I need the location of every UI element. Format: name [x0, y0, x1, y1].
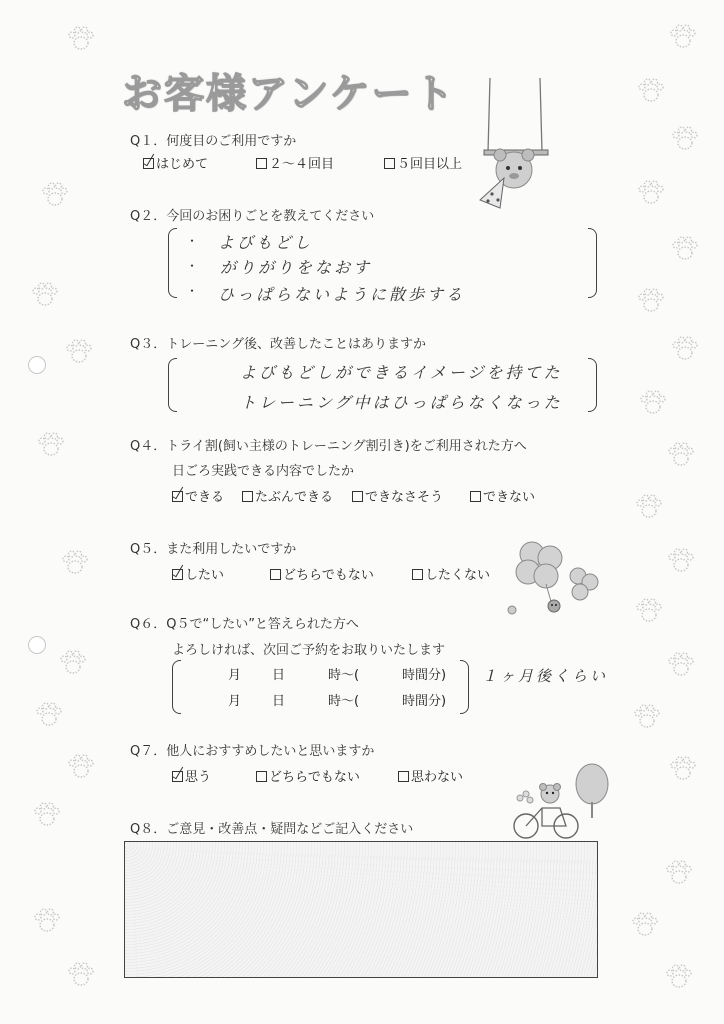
q2-bracket-left	[168, 228, 177, 298]
q7-checkbox-yes[interactable]	[172, 771, 183, 782]
paw-print-icon	[668, 22, 698, 52]
paw-print-icon	[636, 76, 666, 106]
q4-option-label: できない	[483, 490, 536, 505]
q4-option-label: たぶんできる	[255, 490, 334, 505]
q3-bracket-left	[168, 358, 177, 412]
q1-option-first-time[interactable]	[143, 153, 208, 172]
q5-checkbox-dont-want[interactable]	[412, 569, 423, 580]
paw-print-icon	[60, 548, 90, 578]
q8-comment-box[interactable]	[124, 841, 598, 978]
q7-option-neither[interactable]	[256, 766, 360, 785]
q5-checkbox-want[interactable]	[172, 569, 183, 580]
q6-question: Q６．Q５で“したい”と答えられた方へ	[130, 617, 359, 632]
q6-time-label: 時～(	[328, 694, 360, 709]
paw-print-icon	[634, 596, 664, 626]
q7-checkbox-no[interactable]	[398, 771, 409, 782]
q1-option-5-plus-times[interactable]	[384, 153, 462, 172]
q2-bracket-right	[588, 228, 597, 298]
q5-option-want[interactable]	[172, 564, 224, 583]
paw-print-icon	[664, 962, 694, 992]
q6-time-label: 時～(	[328, 668, 360, 683]
q6-bracket-right	[460, 660, 469, 714]
q8-question: Q８．ご意見・改善点・疑問などご記入ください	[130, 822, 414, 837]
paw-print-icon	[632, 702, 662, 732]
paw-print-icon	[630, 910, 660, 940]
q1-checkbox-2-4-times[interactable]	[256, 158, 267, 169]
page-title: お客様アンケート	[122, 71, 456, 117]
q1-option-2-4-times[interactable]	[256, 153, 334, 172]
paw-print-icon	[636, 178, 666, 208]
q4-checkbox-unlikely[interactable]	[352, 491, 363, 502]
punch-hole	[28, 636, 46, 654]
q2-question: Q２．今回のお困りごとを教えてください	[130, 209, 375, 224]
q4-option-unlikely[interactable]	[352, 486, 443, 505]
q4-subquestion: 日ごろ実践できる内容でしたか	[172, 464, 355, 479]
q5-checkbox-neither[interactable]	[270, 569, 281, 580]
q6-duration-label: 時間分)	[402, 694, 447, 709]
paw-print-icon	[66, 24, 96, 54]
q7-checkbox-neither[interactable]	[256, 771, 267, 782]
q1-checkbox-5-plus-times[interactable]	[384, 158, 395, 169]
bullet: ・	[186, 284, 199, 298]
q7-question: Q７．他人におすすめしたいと思いますか	[130, 744, 375, 759]
q6-subquestion: よろしければ、次回ご予約をお取りいたします	[172, 643, 446, 658]
q6-day-label: 日	[272, 694, 286, 709]
q7-option-label: 思う	[185, 770, 212, 785]
paw-print-icon	[66, 752, 96, 782]
paw-print-icon	[64, 337, 94, 367]
q3-answer-2[interactable]: トレーニング中はひっぱらなくなった	[240, 393, 563, 412]
bear-on-swing-illustration	[470, 70, 570, 220]
q4-question: Q４．トライ割(飼い主様のトレーニング割引き)をご利用された方へ	[130, 439, 527, 454]
paw-print-icon	[40, 180, 70, 210]
q6-handwritten-note[interactable]: １ヶ月後くらい	[482, 667, 609, 685]
q7-option-label: 思わない	[411, 770, 464, 785]
paw-print-icon	[32, 906, 62, 936]
q5-question: Q５．また利用したいですか	[130, 542, 297, 557]
q7-option-label: どちらでもない	[269, 770, 360, 785]
paw-print-icon	[664, 858, 694, 888]
q5-option-dont-want[interactable]	[412, 564, 490, 583]
q2-answer-3[interactable]: ひっぱらないように散歩する	[218, 285, 466, 304]
paw-print-icon	[638, 388, 668, 418]
q1-question: Q１．何度目のご利用ですか	[130, 134, 297, 149]
q1-checkbox-first-time[interactable]	[143, 158, 154, 169]
q5-option-label: したくない	[425, 568, 491, 583]
q4-option-probably[interactable]	[242, 486, 333, 505]
paw-print-icon	[666, 546, 696, 576]
paw-print-icon	[670, 234, 700, 264]
q4-checkbox-probably[interactable]	[242, 491, 253, 502]
paw-print-icon	[66, 960, 96, 990]
q4-option-cannot[interactable]	[470, 486, 535, 505]
punch-hole	[28, 356, 46, 374]
q7-option-no[interactable]	[398, 766, 463, 785]
paw-print-icon	[34, 700, 64, 730]
q1-option-label: ５回目以上	[397, 157, 463, 172]
q7-option-yes[interactable]	[172, 766, 211, 785]
q4-option-label: できる	[185, 490, 225, 505]
q5-option-label: したい	[185, 568, 225, 583]
q6-day-label: 日	[272, 668, 286, 683]
paw-print-icon	[670, 334, 700, 364]
paw-print-icon	[58, 648, 88, 678]
q6-duration-label: 時間分)	[402, 668, 447, 683]
bullet: ・	[186, 259, 199, 273]
bicycle-bear-illustration	[510, 758, 620, 842]
q5-option-label: どちらでもない	[283, 568, 374, 583]
q3-answer-1[interactable]: よびもどしができるイメージを持てた	[240, 363, 563, 382]
q1-option-label: ２～４回目	[269, 157, 335, 172]
paw-print-icon	[30, 280, 60, 310]
q4-option-can-do[interactable]	[172, 486, 224, 505]
q3-bracket-right	[588, 358, 597, 412]
q1-option-label: はじめて	[156, 157, 209, 172]
paw-print-icon	[36, 430, 66, 460]
q2-answer-2[interactable]: がりがりをなおす	[220, 258, 373, 277]
paw-print-icon	[634, 492, 664, 522]
paw-print-icon	[666, 440, 696, 470]
bullet: ・	[186, 234, 199, 248]
paw-print-icon	[670, 124, 700, 154]
q3-question: Q３．トレーニング後、改善したことはありますか	[130, 337, 426, 352]
paw-print-icon	[668, 754, 698, 784]
q4-option-label: できなさそう	[365, 490, 444, 505]
q6-month-label: 月	[228, 694, 242, 709]
q4-checkbox-cannot[interactable]	[470, 491, 481, 502]
paw-print-icon	[636, 286, 666, 316]
clover-bear-illustration	[506, 536, 602, 632]
q6-month-label: 月	[228, 668, 242, 683]
paw-print-icon	[666, 650, 696, 680]
paw-print-icon	[32, 800, 62, 830]
q5-option-neither[interactable]	[270, 564, 374, 583]
q6-bracket-left	[172, 660, 181, 714]
q4-checkbox-can-do[interactable]	[172, 491, 183, 502]
q2-answer-1[interactable]: よびもどし	[218, 233, 314, 252]
